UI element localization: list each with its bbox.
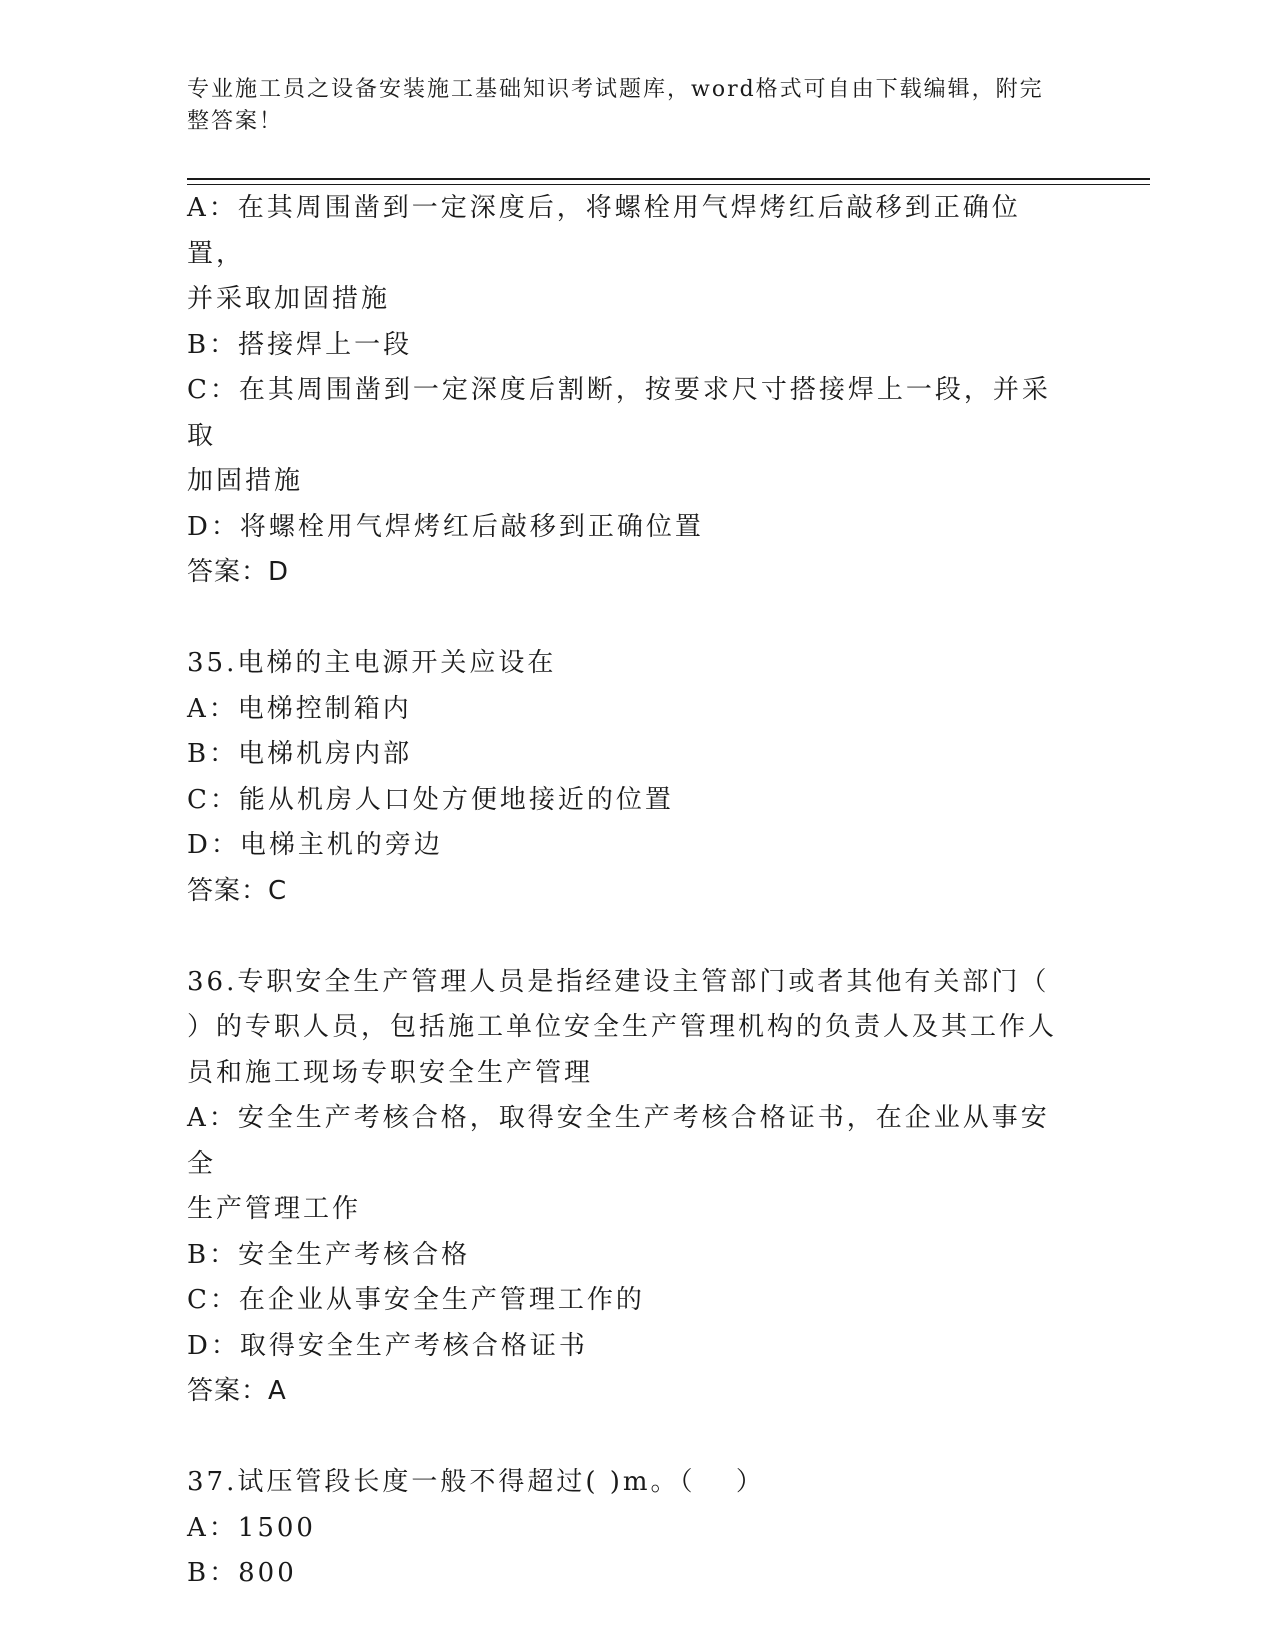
- q34-option-c-line1: C：在其周围凿到一定深度后割断，按要求尺寸搭接焊上一段，并采取: [187, 375, 1051, 451]
- q34-option-a-line2: 并采取加固措施: [187, 284, 391, 314]
- spacer: [187, 914, 1067, 960]
- q34-option-c-line2: 加固措施: [187, 466, 304, 496]
- document-header: [187, 74, 1067, 138]
- q34-option-b: B：搭接焊上一段: [187, 329, 413, 360]
- question-content: [187, 186, 1067, 1597]
- header-divider-thin: [187, 184, 1150, 185]
- q36-question-line2: ）的专职人员，包括施工单位安全生产管理机构的负责人及其工作人: [187, 1012, 1058, 1042]
- q36-option-b: B：安全生产考核合格: [187, 1239, 471, 1270]
- q34-option-a-line1: A：在其周围凿到一定深度后，将螺栓用气焊烤红后敲移到正确位置，: [187, 193, 1021, 269]
- q36-option-c: C：在企业从事安全生产管理工作的: [187, 1285, 645, 1315]
- q34-option-d: D：将螺栓用气焊烤红后敲移到正确位置: [187, 511, 704, 542]
- q37-option-a: A：1500: [187, 1512, 316, 1543]
- question-35: [187, 641, 1067, 914]
- q37-question: 37.试压管段长度一般不得超过( )m。（ ）: [187, 1467, 765, 1497]
- q34-answer: 答案：D: [187, 557, 290, 587]
- question-34: [187, 186, 1067, 596]
- q36-option-a-line2: 生产管理工作: [187, 1194, 362, 1224]
- spacer: [187, 1415, 1067, 1461]
- q36-question-line3: 员和施工现场专职安全生产管理: [187, 1057, 594, 1088]
- q35-option-b: B：电梯机房内部: [187, 739, 413, 769]
- q37-option-b: B：800: [187, 1558, 297, 1588]
- header-title: 专业施工员之设备安装施工基础知识考试题库，word格式可自由下载编辑，附完整答案！: [187, 77, 1044, 134]
- q35-option-d: D：电梯主机的旁边: [187, 830, 443, 860]
- q35-answer: 答案：C: [187, 875, 288, 906]
- question-37: [187, 1460, 1067, 1597]
- question-36: [187, 960, 1067, 1415]
- header-divider-thick: [187, 178, 1150, 180]
- q35-option-c: C：能从机房人口处方便地接近的位置: [187, 784, 674, 815]
- q36-option-d: D：取得安全生产考核合格证书: [187, 1330, 588, 1361]
- q36-question-line1: 36.专职安全生产管理人员是指经建设主管部门或者其他有关部门（: [187, 966, 1050, 997]
- q35-question: 35.电梯的主电源开关应设在: [187, 648, 557, 678]
- q36-option-a-line1: A：安全生产考核合格，取得安全生产考核合格证书，在企业从事安全: [187, 1103, 1050, 1179]
- spacer: [187, 596, 1067, 642]
- q36-answer: 答案：A: [187, 1376, 287, 1406]
- q35-option-a: A：电梯控制箱内: [187, 693, 412, 724]
